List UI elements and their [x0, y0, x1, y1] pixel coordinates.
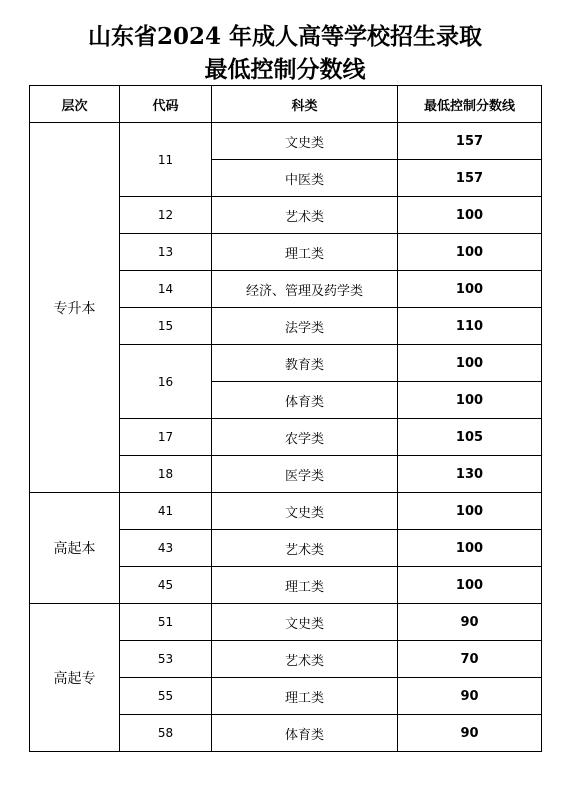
category-cell: 文史类	[212, 493, 398, 530]
category-cell: 法学类	[212, 308, 398, 345]
code-cell: 14	[120, 271, 212, 308]
header-category: 科类	[212, 86, 398, 123]
code-cell: 18	[120, 456, 212, 493]
code-cell: 41	[120, 493, 212, 530]
score-cell: 100	[398, 345, 542, 382]
code-cell: 53	[120, 641, 212, 678]
score-cell: 100	[398, 567, 542, 604]
score-cell: 90	[398, 678, 542, 715]
score-cell: 100	[398, 382, 542, 419]
header-level: 层次	[30, 86, 120, 123]
code-cell: 17	[120, 419, 212, 456]
score-cell: 100	[398, 271, 542, 308]
category-cell: 经济、管理及药学类	[212, 271, 398, 308]
score-cell: 100	[398, 493, 542, 530]
score-cell: 100	[398, 234, 542, 271]
score-cell: 157	[398, 160, 542, 197]
table-row	[30, 493, 542, 530]
code-cell: 51	[120, 604, 212, 641]
code-cell: 58	[120, 715, 212, 752]
score-cell: 100	[398, 530, 542, 567]
code-cell: 11	[120, 123, 212, 197]
score-cell: 70	[398, 641, 542, 678]
level-cell: 高起专	[30, 604, 120, 752]
category-cell: 文史类	[212, 123, 398, 160]
category-cell: 理工类	[212, 567, 398, 604]
score-cell: 100	[398, 197, 542, 234]
page-title: 山东省2024 年成人高等学校招生录取	[87, 23, 483, 50]
code-cell: 55	[120, 678, 212, 715]
category-cell: 艺术类	[212, 197, 398, 234]
category-cell: 体育类	[212, 382, 398, 419]
code-cell: 15	[120, 308, 212, 345]
category-cell: 艺术类	[212, 530, 398, 567]
table-row	[30, 604, 542, 641]
code-cell: 13	[120, 234, 212, 271]
category-cell: 文史类	[212, 604, 398, 641]
header-code: 代码	[120, 86, 212, 123]
code-cell: 45	[120, 567, 212, 604]
score-cell: 110	[398, 308, 542, 345]
header-score: 最低控制分数线	[398, 86, 542, 123]
score-cell: 90	[398, 715, 542, 752]
category-cell: 中医类	[212, 160, 398, 197]
category-cell: 理工类	[212, 678, 398, 715]
score-table	[29, 85, 542, 752]
score-cell: 157	[398, 123, 542, 160]
category-cell: 农学类	[212, 419, 398, 456]
score-cell: 130	[398, 456, 542, 493]
category-cell: 教育类	[212, 345, 398, 382]
score-cell: 90	[398, 604, 542, 641]
level-cell: 高起本	[30, 493, 120, 604]
category-cell: 艺术类	[212, 641, 398, 678]
code-cell: 12	[120, 197, 212, 234]
category-cell: 医学类	[212, 456, 398, 493]
category-cell: 体育类	[212, 715, 398, 752]
header-row	[30, 86, 542, 123]
level-cell: 专升本	[30, 123, 120, 493]
score-cell: 105	[398, 419, 542, 456]
code-cell: 43	[120, 530, 212, 567]
code-cell: 16	[120, 345, 212, 419]
category-cell: 理工类	[212, 234, 398, 271]
page-subtitle: 最低控制分数线	[204, 56, 366, 83]
table-row	[30, 123, 542, 160]
